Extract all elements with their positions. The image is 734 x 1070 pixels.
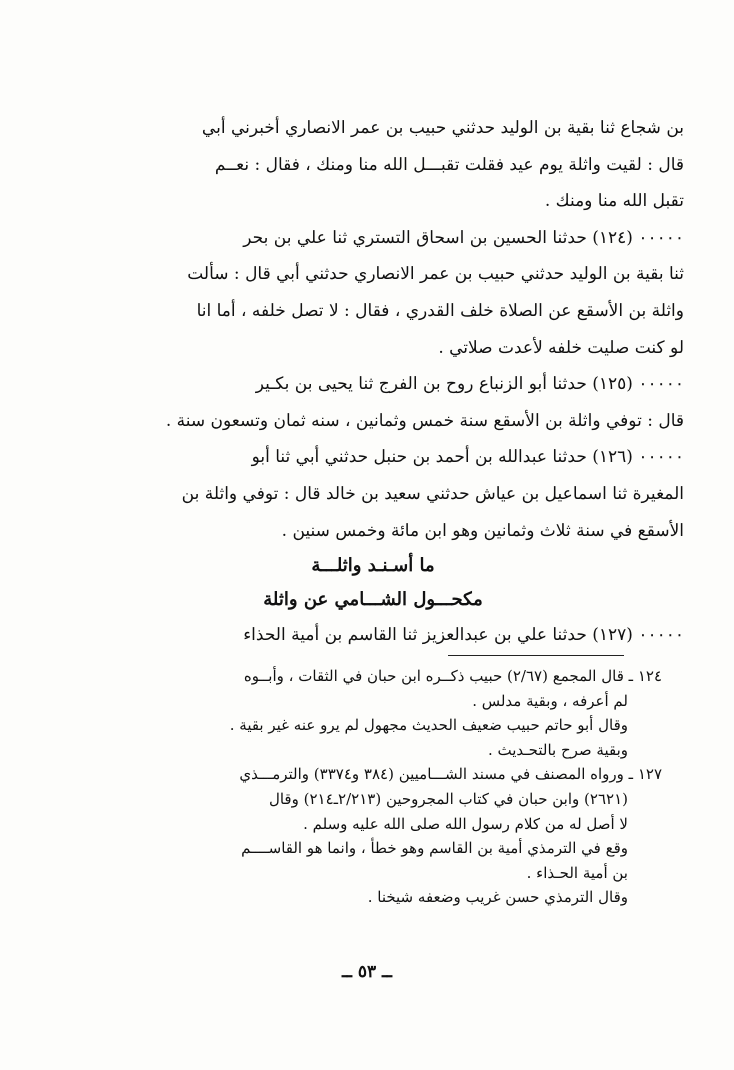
text-line: تقبل الله منا ومنك . <box>544 191 684 212</box>
text-line: الأسقع في سنة ثلاث وثمانين وهو ابن مائة وخمس سنين . <box>281 520 684 541</box>
footnote-line: ١٢٤ ـ قال المجمع (٢/٦٧) حبيب ذكــره ابن حبان في الثقات ، وأبــوه <box>243 667 662 685</box>
footnote-line: وبقية صرح بالتحـديث . <box>487 740 628 759</box>
page-number: ــ ٥٣ ــ <box>341 962 393 982</box>
footnote-line: بن أمية الحـذاء . <box>526 863 628 882</box>
text-line: واثلة بن الأسقع عن الصلاة خلف القدري ، فقال : لا تصل خلفه ، أما انا <box>196 300 684 321</box>
text-line: بن شجاع ثنا بقية بن الوليد حدثني حبيب بن عمر الانصاري أخبرني أبي <box>201 118 684 138</box>
text-line: لو كنت صليت خلفه لأعدت صلاتي . <box>438 337 684 358</box>
text-line: قال : لقيت واثلة يوم عيد فقلت تقبـــل الله منا ومنك ، فقال : نعــم <box>214 154 684 175</box>
text-line: ثنا بقية بن الوليد حدثني حبيب بن عمر الانصاري حدثني أبي قال : سألت <box>187 264 684 285</box>
section-heading: ما أسـنـد واثلـــة <box>311 555 435 577</box>
text-line: ٠٠٠٠٠ (١٢٤) حدثنا الحسين بن اسحاق التستري ثنا علي بن بحر <box>243 227 684 248</box>
text-line: المغيرة ثنا اسماعيل بن عياش حدثني سعيد بن خالد قال : توفي واثلة بن <box>181 483 684 504</box>
footnote-divider <box>448 655 624 656</box>
text-line: ٠٠٠٠٠ (١٢٥) حدثنا أبو الزنباع روح بن الفرج ثنا يحيى بن بكـير <box>255 374 684 395</box>
footnotes-block <box>66 664 662 910</box>
text-line: ٠٠٠٠٠ (١٢٦) حدثنا عبدالله بن أحمد بن حنبل حدثني أبي ثنا أبو <box>251 447 684 468</box>
footnote-line: لا أصل له من كلام رسول الله صلى الله عليه وسلم . <box>303 814 628 833</box>
footnote-line: وقال الترمذي حسن غريب وضعفه شيخنا . <box>367 888 628 907</box>
text-line: قال : توفي واثلة بن الأسقع سنة خمس وثمانين ، سنه ثمان وتسعون سنة . <box>165 410 684 431</box>
main-text-block <box>62 110 684 654</box>
footnote-line: ١٢٧ ـ ورواه المصنف في مسند الشـــاميين (٣٨٤ و٣٣٧٤) والترمـــذي <box>239 765 662 784</box>
footnote-line: وقع في الترمذي أمية بن القاسم وهو خطأ ، وانما هو القاســــم <box>241 839 628 858</box>
footnote-line: (٢٦٢١) وابن حبان في كتاب المجروحين (٢/٢١٣ـ٢١٤) وقال <box>268 789 628 808</box>
section-subheading: مكحـــول الشـــامي عن واثلة <box>263 589 483 611</box>
footnote-line: لم أعرفه ، وبقية مدلس . <box>472 691 628 710</box>
footnote-line: وقال أبو حاتم حبيب ضعيف الحديث مجهول لم يرو عنه غير بقية . <box>229 716 628 735</box>
text-line: ٠٠٠٠٠ (١٢٧) حدثنا علي بن عبدالعزيز ثنا القاسم بن أمية الحذاء <box>243 625 684 646</box>
